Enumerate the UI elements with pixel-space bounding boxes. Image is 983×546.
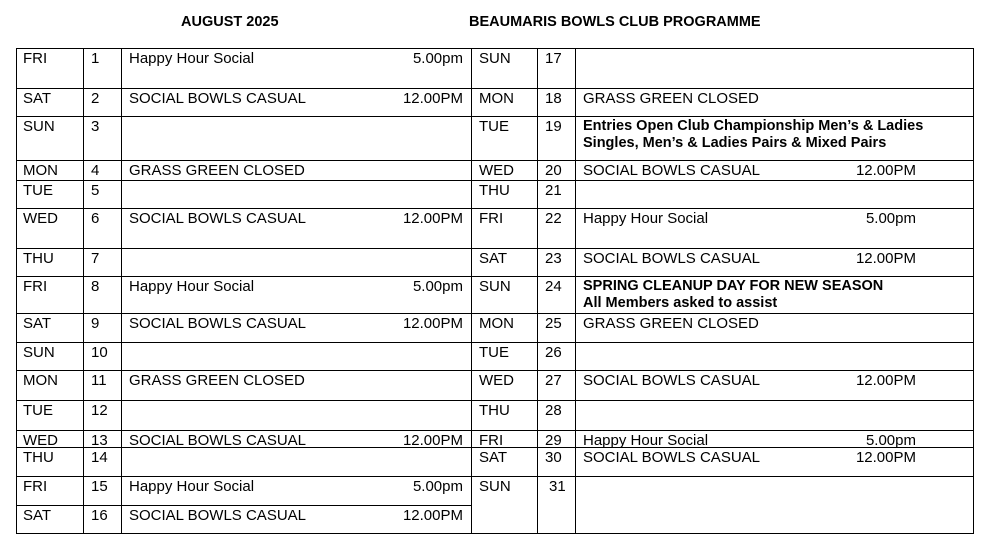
table-row-line [16,248,472,249]
table-row-line [471,430,974,431]
date-cell: 25 [545,315,562,332]
time-cell: 12.00PM [855,162,916,179]
time-cell: 5.00pm [412,50,463,67]
day-cell: WED [479,162,514,179]
event-cell: SOCIAL BOWLS CASUAL [129,210,306,227]
date-cell: 17 [545,50,562,67]
event-cell: SOCIAL BOWLS CASUAL [129,90,306,107]
time-cell: 12.00PM [855,449,916,466]
table-row-line [471,400,974,401]
date-cell: 14 [91,449,108,466]
programme-title: BEAUMARIS BOWLS CLUB PROGRAMME [469,14,761,30]
date-cell: 21 [545,182,562,199]
table-row-line [16,476,472,477]
table-row-line [471,276,974,277]
event-cell: GRASS GREEN CLOSED [583,315,759,332]
date-cell: 19 [545,118,562,135]
table-row-line [471,533,974,534]
day-cell: SAT [23,90,52,107]
table-row-line [16,48,472,49]
day-cell: SUN [23,118,55,135]
table-column-line [121,48,122,534]
date-cell: 9 [91,315,100,332]
date-cell: 28 [545,402,562,419]
time-cell: 5.00pm [865,210,916,227]
day-cell: SUN [479,50,511,67]
date-cell: 20 [545,162,562,179]
day-cell: WED [23,210,58,227]
table-row-line [16,160,472,161]
day-cell: SAT [23,315,52,332]
day-cell: SAT [479,449,508,466]
date-cell: 10 [91,344,108,361]
event-cell: SOCIAL BOWLS CASUAL [583,372,760,389]
day-cell: FRI [23,50,48,67]
table-column-line [83,48,84,534]
table-row-line [16,208,472,209]
event-cell: GRASS GREEN CLOSED [129,162,305,179]
table-row-line [16,400,472,401]
event-cell-bold: Singles, Men’s & Ladies Pairs & Mixed Pairs [583,135,887,151]
table-row-line [16,313,472,314]
day-cell: SUN [23,344,55,361]
event-cell-bold: All Members asked to assist [583,295,778,311]
event-cell-bold: SPRING CLEANUP DAY FOR NEW SEASON [583,278,884,294]
event-cell-bold: Entries Open Club Championship Men’s & Ladies [583,118,924,134]
table-row-line [16,533,472,534]
date-cell: 7 [91,250,100,267]
event-cell: SOCIAL BOWLS CASUAL [129,432,306,449]
table-row-line [471,313,974,314]
event-cell: Happy Hour Social [129,278,255,295]
time-cell: 5.00pm [865,432,916,449]
table-column-line [537,48,538,534]
day-cell: MON [23,162,58,179]
table-row-line [16,430,472,431]
table-row-line [471,88,974,89]
day-cell: SAT [479,250,508,267]
table-column-line [16,48,17,534]
date-cell: 27 [545,372,562,389]
day-cell: THU [23,449,54,466]
event-cell: SOCIAL BOWLS CASUAL [129,507,306,524]
day-cell: WED [23,432,58,449]
event-cell: Happy Hour Social [583,432,709,449]
event-cell: SOCIAL BOWLS CASUAL [583,162,760,179]
time-cell: 12.00PM [402,210,463,227]
date-cell: 12 [91,402,108,419]
day-cell: THU [479,182,510,199]
event-cell: Happy Hour Social [129,50,255,67]
day-cell: TUE [23,182,53,199]
day-cell: MON [23,372,58,389]
date-cell: 3 [91,118,100,135]
date-cell: 23 [545,250,562,267]
table-row-line [471,370,974,371]
date-cell: 8 [91,278,100,295]
date-cell: 5 [91,182,100,199]
date-cell: 22 [545,210,562,227]
time-cell: 12.00PM [402,315,463,332]
table-row-line [471,342,974,343]
day-cell: THU [479,402,510,419]
day-cell: SAT [23,507,52,524]
table-column-line [471,48,472,534]
event-cell: GRASS GREEN CLOSED [129,372,305,389]
day-cell: TUE [479,118,509,135]
date-cell: 4 [91,162,100,179]
time-cell: 5.00pm [412,278,463,295]
table-row-line [471,248,974,249]
event-cell: SOCIAL BOWLS CASUAL [583,449,760,466]
day-cell: TUE [479,344,509,361]
date-cell: 29 [545,432,562,449]
time-cell: 12.00PM [402,90,463,107]
table-row-line [16,180,472,181]
table-column-line [973,48,974,534]
event-cell: SOCIAL BOWLS CASUAL [129,315,306,332]
day-cell: FRI [23,278,48,295]
date-cell: 18 [545,90,562,107]
event-cell: Happy Hour Social [583,210,709,227]
day-cell: MON [479,315,514,332]
date-cell: 6 [91,210,100,227]
table-row-line [471,476,974,477]
day-cell: FRI [23,478,48,495]
table-row-line [16,88,472,89]
date-cell: 30 [545,449,562,466]
table-row-line [471,116,974,117]
date-cell: 13 [91,432,108,449]
day-cell: TUE [23,402,53,419]
time-cell: 12.00PM [855,250,916,267]
date-cell: 16 [91,507,108,524]
time-cell: 12.00PM [855,372,916,389]
date-cell: 24 [545,278,562,295]
table-row-line [471,48,974,49]
day-cell: WED [479,372,514,389]
table-row-line [16,370,472,371]
table-row-line [471,180,974,181]
event-cell: GRASS GREEN CLOSED [583,90,759,107]
table-row-line [471,208,974,209]
day-cell: FRI [479,432,504,449]
table-row-line [16,276,472,277]
table-row-line [16,505,472,506]
time-cell: 5.00pm [412,478,463,495]
day-cell: MON [479,90,514,107]
date-cell: 11 [91,372,107,389]
date-cell: 1 [91,50,100,67]
date-cell: 15 [91,478,108,495]
event-cell: Happy Hour Social [129,478,255,495]
day-cell: THU [23,250,54,267]
programme-month: AUGUST 2025 [181,14,279,30]
event-cell: SOCIAL BOWLS CASUAL [583,250,760,267]
date-cell: 26 [545,344,562,361]
table-row-line [471,160,974,161]
time-cell: 12.00PM [402,507,463,524]
table-column-line [575,48,576,534]
table-row-line [16,116,472,117]
table-row-line [16,342,472,343]
time-cell: 12.00PM [402,432,463,449]
day-cell: SUN [479,278,511,295]
day-cell: FRI [479,210,504,227]
day-cell: SUN [479,478,511,495]
date-cell: 31 [549,478,566,495]
date-cell: 2 [91,90,100,107]
